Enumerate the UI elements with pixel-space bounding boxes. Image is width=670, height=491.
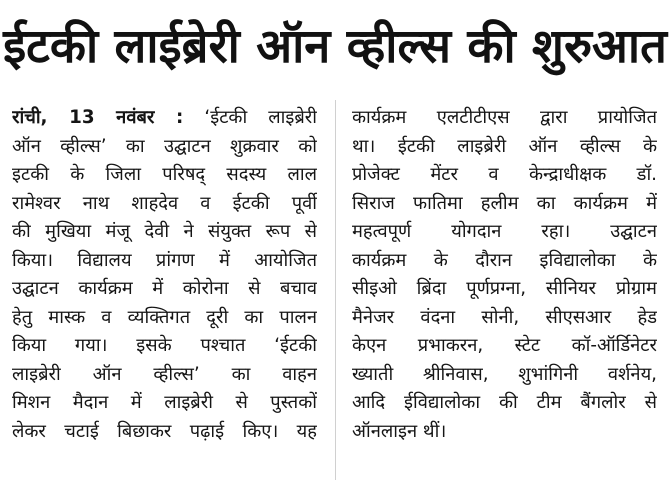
left-line-3: इटकी के जिला परिषद् सदस्य लाल	[12, 164, 317, 185]
right-line-3: प्रोजेक्ट मेंटर व केन्द्राधीक्षक डॉ.	[352, 164, 657, 185]
left-line-6: किया। विद्यालय प्रांगण में आयोजित	[12, 249, 317, 271]
left-line-1	[12, 104, 317, 133]
left-column	[12, 104, 317, 446]
headline: ईटकी लाईब्रेरी ऑन व्हील्स की शुरुआत	[3, 19, 667, 74]
left-line-8: हेतु मास्क व व्यक्तिगत दूरी का पालन	[12, 306, 317, 328]
right-line-9: केएन प्रभाकरन, स्टेट कॉ-ऑर्डिनेटर	[352, 335, 657, 356]
right-line-7: सीइओ ब्रिंदा पूर्णप्रग्ना, सीनियर प्रोग्राम	[352, 278, 657, 299]
right-line-2: था। ईटकी लाइब्रेरी ऑन व्हील्स के	[352, 135, 657, 157]
left-line-5: की मुखिया मंजू देवी ने संयुक्त रूप से	[12, 221, 317, 242]
left-line-9: किया गया। इसके पश्चात ‘ईटकी	[12, 335, 317, 356]
right-line-6: कार्यक्रम के दौरान इविद्यालोका के	[352, 249, 657, 271]
right-line-12: ऑनलाइन थीं।	[352, 420, 447, 442]
left-line-1-text: ‘ईटकी लाइब्रेरी	[204, 107, 317, 128]
right-line-8: मैनेजर वंदना सोनी, सीएसआर हेड	[352, 306, 657, 328]
dateline: रांची, 13 नवंबर :	[12, 107, 184, 128]
right-line-11: आदि ईविद्यालोका की टीम बैंगलोर से	[352, 392, 657, 413]
left-line-7: उद्घाटन कार्यक्रम में कोरोना से बचाव	[12, 278, 317, 299]
column-divider	[335, 100, 336, 480]
left-line-10: लाइब्रेरी ऑन व्हील्स’ का वाहन	[12, 363, 317, 385]
right-column	[352, 104, 657, 446]
left-line-2: ऑन व्हील्स’ का उद्घाटन शुक्रवार को	[12, 135, 317, 157]
left-line-11: मिशन मैदान में लाइब्रेरी से पुस्तकों	[12, 392, 317, 413]
left-line-4: रामेश्वर नाथ शाहदेव व ईटकी पूर्वी	[12, 192, 317, 214]
right-line-4: सिराज फातिमा हलीम का कार्यक्रम में	[352, 192, 657, 214]
right-line-5: महत्वपूर्ण योगदान रहा। उद्घाटन	[352, 221, 657, 242]
right-line-1: कार्यक्रम एलटीटीएस द्वारा प्रायोजित	[352, 107, 657, 128]
left-line-12: लेकर चटाई बिछाकर पढ़ाई किए। यह	[12, 420, 317, 442]
right-line-10: ख्याती श्रीनिवास, शुभांगिनी वर्शनेय,	[352, 363, 657, 385]
